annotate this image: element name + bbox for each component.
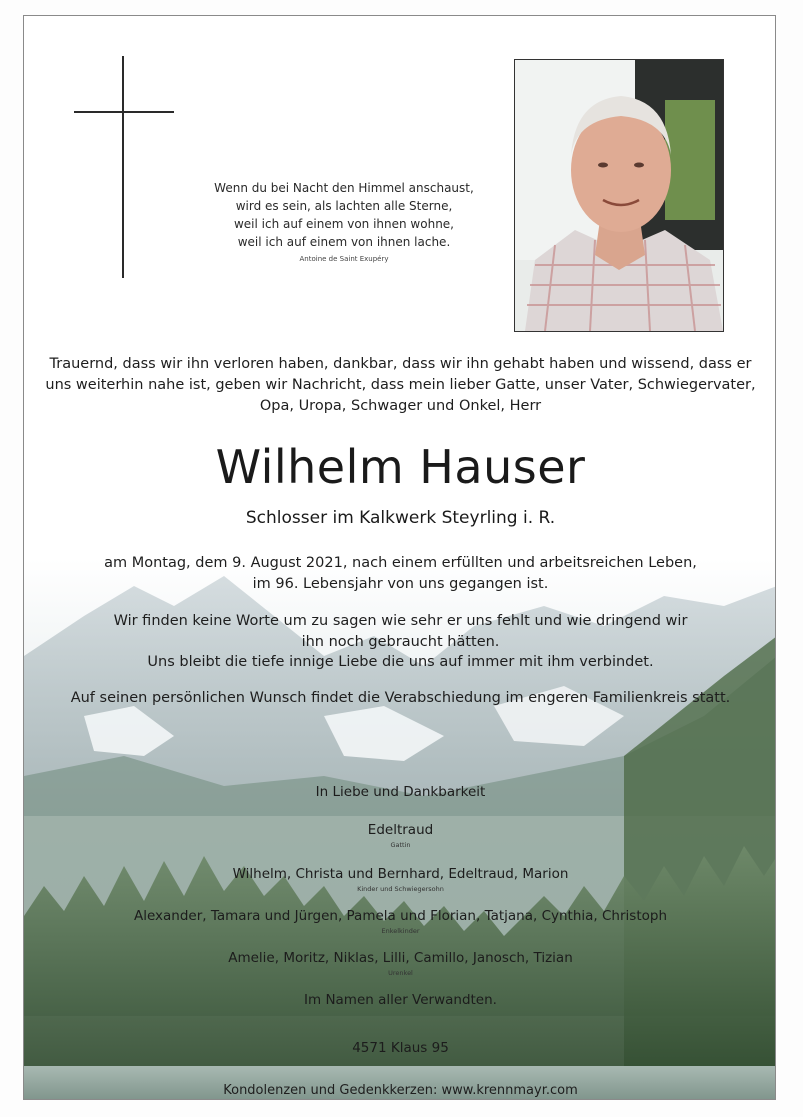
poem-line: Wenn du bei Nacht den Himmel anschaust, — [214, 181, 474, 195]
family-names: Wilhelm, Christa und Bernhard, Edeltraud, Marion — [232, 866, 569, 882]
intro-line: Opa, Uropa, Schwager und Onkel, Herr — [259, 398, 542, 414]
death-notice — [24, 553, 776, 595]
death-line: am Montag, dem 9. August 2021, nach einem erfüllten und arbeitsreichen Leben, — [104, 555, 697, 571]
deceased-name: Wilhelm Hauser — [215, 440, 586, 494]
portrait-photo — [514, 59, 724, 332]
intro-line: uns weiterhin nahe ist, geben wir Nachricht, dass mein lieber Gatte, unser Vater, Schwiegervater, — [45, 377, 756, 393]
obituary-card — [23, 15, 776, 1100]
family-relation: Enkelkinder — [381, 927, 420, 935]
family-relation: Urenkel — [388, 969, 413, 977]
farewell-wish: Auf seinen persönlichen Wunsch findet die Verabschiedung im engeren Familienkreis statt. — [70, 690, 731, 706]
relatives-line: Im Namen aller Verwandten. — [304, 992, 497, 1008]
poem-line: wird es sein, als lachten alle Sterne, — [235, 199, 453, 213]
intro-line: Trauernd, dass wir ihn verloren haben, dankbar, dass wir ihn gehabt haben und wissend, dass er — [49, 356, 752, 372]
intro-text — [24, 354, 776, 417]
death-line: im 96. Lebensjahr von uns gegangen ist. — [252, 576, 549, 592]
closing-line: In Liebe und Dankbarkeit — [315, 784, 486, 800]
remembrance-line: ihn noch gebraucht hätten. — [301, 633, 500, 650]
family-names: Edeltraud — [367, 822, 434, 838]
poem-line: weil ich auf einem von ihnen lache. — [237, 235, 451, 249]
address: 4571 Klaus 95 — [352, 1040, 449, 1056]
remembrance-text — [24, 611, 776, 673]
portrait-illustration — [515, 60, 723, 331]
poem-line: weil ich auf einem von ihnen wohne, — [233, 217, 454, 231]
remembrance-line: Wir finden keine Worte um zu sagen wie sehr er uns fehlt und wie dringend wir — [113, 613, 688, 629]
poem-author: Antoine de Saint Exupéry — [299, 255, 389, 263]
family-relation: Kinder und Schwiegersohn — [357, 885, 444, 893]
poem — [194, 179, 494, 265]
family-relation: Gattin — [390, 841, 411, 849]
deceased-occupation: Schlosser im Kalkwerk Steyrling i. R. — [245, 508, 556, 528]
family-names: Alexander, Tamara und Jürgen, Pamela und Florian, Tatjana, Cynthia, Christoph — [133, 908, 667, 924]
remembrance-line: Uns bleibt die tiefe innige Liebe die uns auf immer mit ihm verbindet. — [147, 654, 654, 670]
family-names: Amelie, Moritz, Niklas, Lilli, Camillo, Janosch, Tizian — [228, 950, 573, 966]
condolence-website[interactable]: Kondolenzen und Gedenkkerzen: www.krennmayr.com — [223, 1083, 578, 1098]
